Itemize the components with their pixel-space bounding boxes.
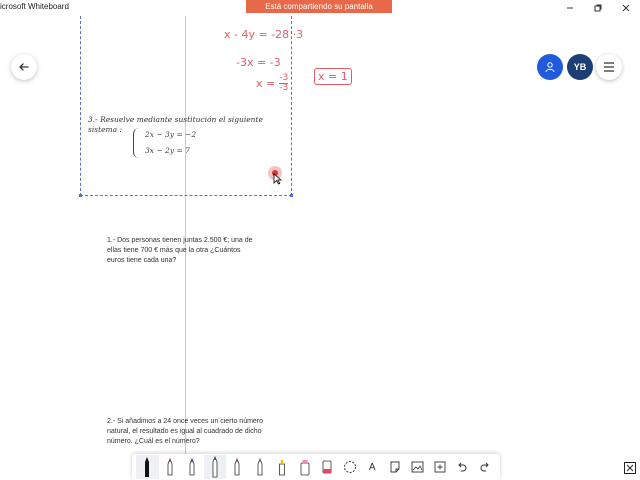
pen-icon [210,456,220,478]
fraction-numerator: -3 [279,73,289,83]
handwriting-boxed-answer[interactable]: x = 1 [314,68,352,85]
pen-icon [142,456,152,478]
minimize-icon [566,4,574,12]
undo-icon [456,461,468,473]
selection-handle[interactable] [79,194,82,197]
close-icon [622,4,630,12]
screen-share-banner[interactable]: Está compartiendo su pantalla [246,0,392,13]
image-tool[interactable] [406,455,429,479]
redo-icon [479,461,491,473]
pen-black-tool[interactable] [136,455,159,479]
window-title: icrosoft Whiteboard [0,2,69,11]
text-tool[interactable] [361,455,384,479]
system-brace [133,128,139,158]
highlighter-yellow-tool[interactable] [271,455,294,479]
restore-button[interactable] [584,0,612,16]
system-equation-1[interactable]: 2x − 3y = −2 [145,130,197,139]
window-controls [556,0,640,16]
pen-lightblue-tool[interactable] [249,455,272,479]
lasso-icon [343,460,357,474]
menu-button[interactable] [596,54,622,80]
close-button[interactable] [612,0,640,16]
collapse-icon [626,464,634,472]
note-icon [389,461,401,473]
pen-icon [187,458,197,476]
pen-icon [255,458,265,476]
highlighter-icon [277,458,287,476]
problem-3-text[interactable]: 3.- Resuelve mediante sustitución el siguiente sistema : [88,115,263,134]
selection-frame[interactable] [80,16,292,196]
handwriting-line-1[interactable]: x - 4y = -28 ·3 [224,28,304,41]
mouse-cursor-icon [273,173,282,185]
eraser-tool[interactable] [316,455,339,479]
pen-red-tool[interactable] [159,455,182,479]
add-tool[interactable] [429,455,452,479]
lasso-tool[interactable] [339,455,362,479]
pen-icon [165,458,175,476]
add-icon [434,461,446,473]
highlighter-pink-tool[interactable] [294,455,317,479]
highlighter-icon [299,458,311,476]
handwriting-fraction [279,74,288,93]
hamburger-icon [603,62,615,72]
title-bar [0,0,640,16]
text-icon: A [368,461,376,473]
participant-avatar[interactable] [537,54,563,80]
handwriting-line-3[interactable] [256,74,288,93]
problem-1-text[interactable]: 1.- Dos personas tienen juntas 2.500 €; una de ellas tiene 700 € más que la otra ¿Cuántos euros tiene cada una? [107,237,253,264]
pen-green-tool[interactable] [204,455,227,479]
undo-tool[interactable] [451,455,474,479]
inking-toolbar [132,454,500,480]
eraser-icon [321,459,333,475]
participant-avatar-yb[interactable]: YB [567,54,593,80]
fraction-denominator: -3 [279,83,289,93]
fit-to-screen-button[interactable] [624,462,636,474]
pen-icon [232,458,242,476]
arrow-left-icon [18,61,30,73]
pen-pink-tool[interactable] [226,455,249,479]
note-tool[interactable] [384,455,407,479]
handwriting-x-equals: x = [256,77,276,90]
redo-tool[interactable] [474,455,497,479]
problem-2-text[interactable]: 2.- Si añadimos a 24 once veces un cierto número natural, el resultado es igual al cuadrado de dicho número. ¿Cuál es el número? [107,418,264,445]
minimize-button[interactable] [556,0,584,16]
pen-blue-tool[interactable] [181,455,204,479]
system-equation-2[interactable]: 3x − 2y = 7 [145,146,190,155]
image-icon [411,461,424,473]
handwriting-line-2[interactable]: -3x = -3 [236,56,281,69]
selection-handle[interactable] [290,194,293,197]
back-button[interactable] [11,54,37,80]
restore-icon [594,4,602,12]
person-icon [544,61,556,73]
